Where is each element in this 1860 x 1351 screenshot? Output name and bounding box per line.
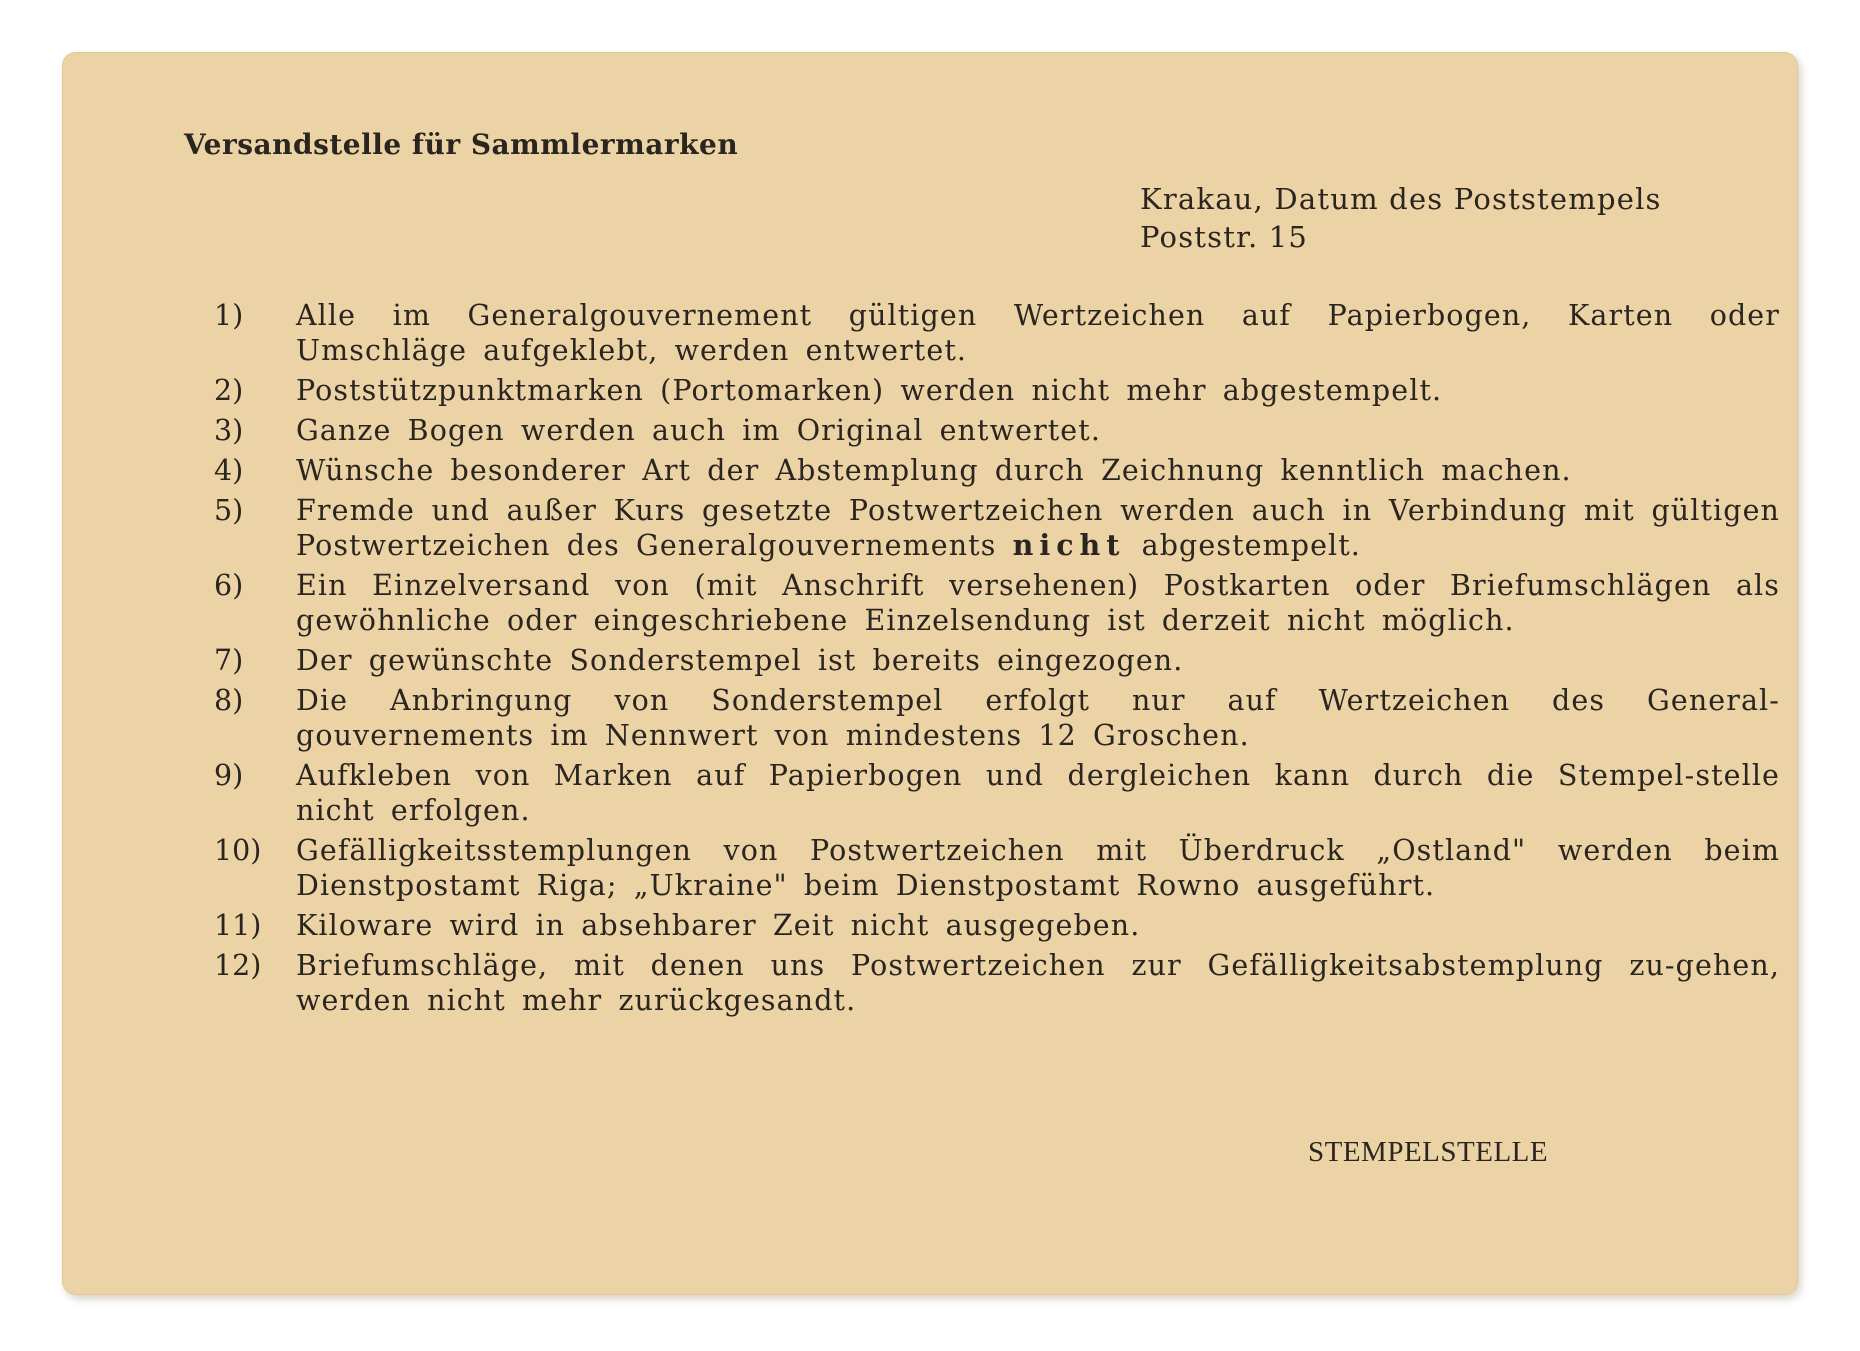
note-text: Briefumschläge, mit denen uns Postwertzeichen zur Gefälligkeitsabstemplung zu-gehen, werden nicht mehr zurückgesandt. <box>296 949 1780 1017</box>
sender-heading: Versandstelle für Sammlermarken <box>184 128 739 161</box>
note-item-5 <box>214 493 1780 563</box>
street-address-line: Poststr. 15 <box>1140 220 1309 254</box>
note-item-9 <box>214 758 1780 828</box>
note-number: 6) <box>214 569 244 602</box>
note-number: 9) <box>214 759 244 792</box>
note-text: Ein Einzelversand von (mit Anschrift versehenen) Postkarten oder Briefumschlägen als gewöhnliche oder eingeschriebene Einzelsendung ist derzeit nicht möglich. <box>296 569 1780 637</box>
note-text: Ganze Bogen werden auch im Original entwertet. <box>296 414 1101 447</box>
note-emphasis: nicht <box>1012 528 1126 562</box>
note-number: 3) <box>214 414 244 447</box>
note-number: 12) <box>214 949 262 982</box>
note-text: Wünsche besonderer Art der Abstemplung durch Zeichnung kenntlich machen. <box>296 454 1572 487</box>
note-text-after: abgestempelt. <box>1141 529 1361 562</box>
note-item-8 <box>214 683 1780 753</box>
note-item-7 <box>214 643 1780 678</box>
note-number: 5) <box>214 494 244 527</box>
note-item-10 <box>214 833 1780 903</box>
note-text: Die Anbringung von Sonderstempel erfolgt nur auf Wertzeichen des General-gouvernements im Nennwert von mindestens 12 Groschen. <box>296 684 1780 752</box>
note-text: Gefälligkeitsstemplungen von Postwertzeichen mit Überdruck „Ostland" werden beim Dienstpostamt Riga; „Ukraine" beim Dienstpostamt Rowno ausgeführt. <box>296 834 1780 902</box>
postcard <box>62 52 1798 1295</box>
place-date-line: Krakau, Datum des Poststempels <box>1140 182 1662 216</box>
note-text: Poststützpunktmarken (Portomarken) werden nicht mehr abgestempelt. <box>296 374 1443 407</box>
note-item-12 <box>214 948 1780 1018</box>
note-item-6 <box>214 568 1780 638</box>
notes-list <box>214 298 1780 1023</box>
note-number: 10) <box>214 834 262 867</box>
note-item-2 <box>214 373 1780 408</box>
note-text: Alle im Generalgouvernement gültigen Wertzeichen auf Papierbogen, Karten oder Umschläge aufgeklebt, werden entwertet. <box>296 299 1780 367</box>
note-text: Der gewünschte Sonderstempel ist bereits eingezogen. <box>296 644 1184 677</box>
note-item-4 <box>214 453 1780 488</box>
note-text: Kiloware wird in absehbarer Zeit nicht ausgegeben. <box>296 909 1141 942</box>
note-item-1 <box>214 298 1780 368</box>
note-number: 4) <box>214 454 244 487</box>
note-item-11 <box>214 908 1780 943</box>
place-date-block <box>1140 180 1662 256</box>
note-number: 8) <box>214 684 244 717</box>
note-item-3 <box>214 413 1780 448</box>
note-text-before: Fremde und außer Kurs gesetzte Postwertzeichen werden auch in Verbindung mit gültigen Postwertzeichen des Generalgouvernements <box>296 494 1780 562</box>
note-text: Aufkleben von Marken auf Papierbogen und dergleichen kann durch die Stempel-stelle nicht erfolgen. <box>296 759 1780 827</box>
note-number: 2) <box>214 374 244 407</box>
closing-signature: STEMPELSTELLE <box>1308 1136 1549 1168</box>
note-number: 11) <box>214 909 262 942</box>
note-number: 1) <box>214 299 244 332</box>
note-number: 7) <box>214 644 244 677</box>
